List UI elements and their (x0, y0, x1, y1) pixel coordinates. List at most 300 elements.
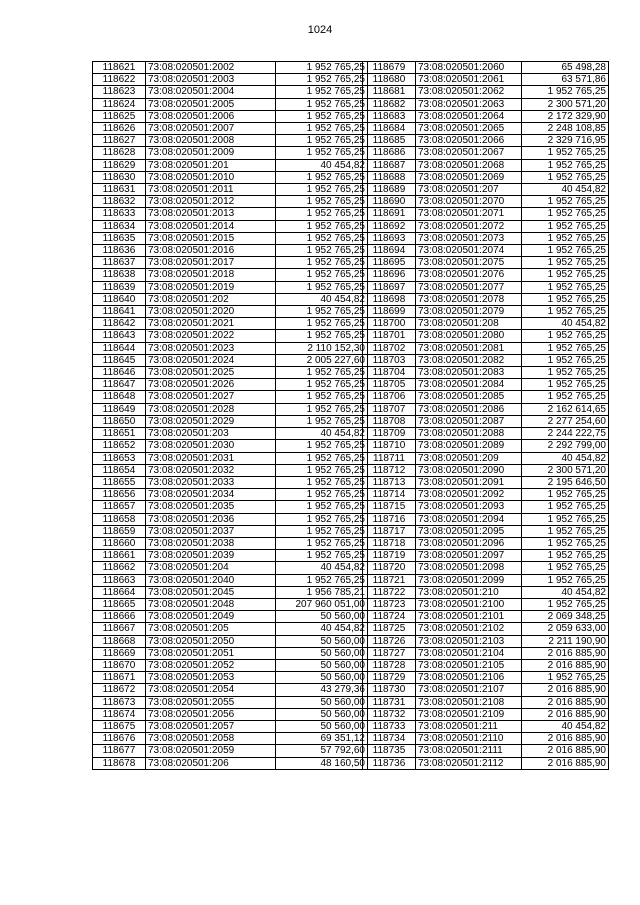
row-number: 118638 (93, 269, 146, 281)
table-row (93, 257, 368, 269)
table-row (93, 245, 368, 257)
cadastral-value: 1 952 765,25 (276, 415, 368, 427)
row-number: 118662 (93, 562, 146, 574)
table-row (363, 550, 609, 562)
table-row (93, 306, 368, 318)
row-number: 118639 (93, 281, 146, 293)
row-number: 118653 (93, 452, 146, 464)
row-number: 118726 (363, 635, 416, 647)
cadastral-value: 1 952 765,25 (276, 501, 368, 513)
row-number: 118722 (363, 586, 416, 598)
row-number: 118701 (363, 330, 416, 342)
table-row (363, 269, 609, 281)
row-number: 118665 (93, 598, 146, 610)
cadastral-number: 73:08:020501:2005 (146, 98, 276, 110)
cadastral-number: 73:08:020501:2052 (146, 659, 276, 671)
cadastral-number: 73:08:020501:2061 (416, 74, 522, 86)
row-number: 118699 (363, 306, 416, 318)
row-number: 118690 (363, 196, 416, 208)
cadastral-number: 73:08:020501:2090 (416, 464, 522, 476)
table-row (363, 171, 609, 183)
cadastral-number: 73:08:020501:2100 (416, 598, 522, 610)
table-row (93, 745, 368, 757)
cadastral-value: 1 952 765,25 (276, 147, 368, 159)
cadastral-value: 2 016 885,90 (522, 696, 609, 708)
cadastral-value: 50 560,00 (276, 708, 368, 720)
cadastral-value: 2 016 885,90 (522, 708, 609, 720)
table-row (363, 720, 609, 732)
table-row (363, 245, 609, 257)
table-row (93, 476, 368, 488)
row-number: 118623 (93, 86, 146, 98)
cadastral-number: 73:08:020501:2092 (416, 489, 522, 501)
table-row (93, 623, 368, 635)
row-number: 118731 (363, 696, 416, 708)
cadastral-value: 2 059 633,00 (522, 623, 609, 635)
cadastral-value: 63 571,86 (522, 74, 609, 86)
table-row (363, 220, 609, 232)
cadastral-number: 73:08:020501:2060 (416, 62, 522, 74)
table-row (93, 757, 368, 769)
table-row (93, 611, 368, 623)
cadastral-value: 1 952 765,25 (522, 672, 609, 684)
row-number: 118640 (93, 293, 146, 305)
table-row (363, 684, 609, 696)
table-row (363, 501, 609, 513)
row-number: 118668 (93, 635, 146, 647)
row-number: 118650 (93, 415, 146, 427)
table-row (93, 574, 368, 586)
table-row (363, 586, 609, 598)
cadastral-value: 2 016 885,90 (522, 757, 609, 769)
cadastral-value: 1 952 765,25 (522, 281, 609, 293)
cadastral-value: 1 952 765,25 (522, 379, 609, 391)
table-row (363, 232, 609, 244)
cadastral-number: 73:08:020501:2062 (416, 86, 522, 98)
cadastral-number: 73:08:020501:2054 (146, 684, 276, 696)
cadastral-value: 1 952 765,25 (522, 257, 609, 269)
table-row (93, 550, 368, 562)
row-number: 118696 (363, 269, 416, 281)
cadastral-number: 73:08:020501:2058 (146, 733, 276, 745)
cadastral-number: 73:08:020501:2110 (416, 733, 522, 745)
cadastral-number: 73:08:020501:2049 (146, 611, 276, 623)
table-row (363, 476, 609, 488)
cadastral-number: 73:08:020501:2010 (146, 171, 276, 183)
cadastral-value: 1 952 765,25 (522, 245, 609, 257)
table-row (93, 647, 368, 659)
cadastral-number: 73:08:020501:211 (416, 720, 522, 732)
cadastral-value: 1 952 765,25 (522, 598, 609, 610)
cadastral-number: 73:08:020501:2069 (416, 171, 522, 183)
cadastral-number: 73:08:020501:2104 (416, 647, 522, 659)
cadastral-number: 73:08:020501:2109 (416, 708, 522, 720)
cadastral-value: 1 952 765,25 (276, 391, 368, 403)
row-number: 118687 (363, 159, 416, 171)
cadastral-value: 1 952 765,25 (276, 257, 368, 269)
cadastral-value: 1 952 765,25 (276, 464, 368, 476)
row-number: 118735 (363, 745, 416, 757)
table-row (363, 403, 609, 415)
cadastral-value: 43 279,36 (276, 684, 368, 696)
cadastral-value: 65 498,28 (522, 62, 609, 74)
table-row (363, 537, 609, 549)
cadastral-number: 73:08:020501:2006 (146, 110, 276, 122)
row-number: 118641 (93, 306, 146, 318)
cadastral-number: 73:08:020501:2108 (416, 696, 522, 708)
cadastral-value: 40 454,82 (522, 586, 609, 598)
row-number: 118714 (363, 489, 416, 501)
row-number: 118719 (363, 550, 416, 562)
cadastral-value: 2 277 254,60 (522, 415, 609, 427)
cadastral-value: 1 952 765,25 (522, 269, 609, 281)
cadastral-value: 1 952 765,25 (522, 159, 609, 171)
cadastral-number: 73:08:020501:203 (146, 428, 276, 440)
cadastral-number: 73:08:020501:2007 (146, 123, 276, 135)
cadastral-value: 40 454,82 (276, 293, 368, 305)
cadastral-value: 1 952 765,25 (522, 525, 609, 537)
cadastral-value: 48 160,50 (276, 757, 368, 769)
table-row (363, 611, 609, 623)
cadastral-number: 73:08:020501:2077 (416, 281, 522, 293)
row-number: 118627 (93, 135, 146, 147)
cadastral-value: 50 560,00 (276, 659, 368, 671)
cadastral-number: 73:08:020501:208 (416, 318, 522, 330)
table-row (363, 196, 609, 208)
cadastral-number: 73:08:020501:2013 (146, 208, 276, 220)
row-number: 118625 (93, 110, 146, 122)
cadastral-value: 1 952 765,25 (276, 208, 368, 220)
table-row (93, 537, 368, 549)
row-number: 118622 (93, 74, 146, 86)
cadastral-value: 2 300 571,20 (522, 98, 609, 110)
row-number: 118621 (93, 62, 146, 74)
cadastral-number: 73:08:020501:205 (146, 623, 276, 635)
cadastral-value: 1 952 765,25 (522, 513, 609, 525)
row-number: 118624 (93, 98, 146, 110)
table-row (363, 110, 609, 122)
row-number: 118659 (93, 525, 146, 537)
row-number: 118724 (363, 611, 416, 623)
cadastral-number: 73:08:020501:2080 (416, 330, 522, 342)
table-row (93, 489, 368, 501)
cadastral-number: 73:08:020501:2017 (146, 257, 276, 269)
cadastral-number: 73:08:020501:2012 (146, 196, 276, 208)
cadastral-number: 73:08:020501:2074 (416, 245, 522, 257)
row-number: 118646 (93, 367, 146, 379)
row-number: 118636 (93, 245, 146, 257)
row-number: 118727 (363, 647, 416, 659)
cadastral-number: 73:08:020501:2036 (146, 513, 276, 525)
row-number: 118676 (93, 733, 146, 745)
cadastral-value: 1 952 765,25 (276, 86, 368, 98)
cadastral-number: 73:08:020501:2059 (146, 745, 276, 757)
row-number: 118634 (93, 220, 146, 232)
cadastral-number: 73:08:020501:2071 (416, 208, 522, 220)
cadastral-value: 40 454,82 (522, 452, 609, 464)
cadastral-number: 73:08:020501:2025 (146, 367, 276, 379)
row-number: 118651 (93, 428, 146, 440)
table-row (363, 184, 609, 196)
row-number: 118694 (363, 245, 416, 257)
cadastral-value: 1 956 785,21 (276, 586, 368, 598)
table-row (363, 318, 609, 330)
cadastral-number: 73:08:020501:2023 (146, 342, 276, 354)
cadastral-number: 73:08:020501:2028 (146, 403, 276, 415)
cadastral-value: 207 960 051,00 (276, 598, 368, 610)
cadastral-value: 1 952 765,25 (522, 147, 609, 159)
cadastral-number: 73:08:020501:2107 (416, 684, 522, 696)
cadastral-value: 1 952 765,25 (276, 135, 368, 147)
cadastral-number: 73:08:020501:2051 (146, 647, 276, 659)
cadastral-value: 40 454,82 (276, 562, 368, 574)
cadastral-value: 1 952 765,25 (276, 574, 368, 586)
cadastral-number: 73:08:020501:2018 (146, 269, 276, 281)
cadastral-value: 40 454,82 (276, 428, 368, 440)
cadastral-value: 1 952 765,25 (276, 476, 368, 488)
cadastral-value: 2 110 152,30 (276, 342, 368, 354)
cadastral-number: 73:08:020501:2066 (416, 135, 522, 147)
cadastral-value: 2 329 716,95 (522, 135, 609, 147)
cadastral-value: 1 952 765,25 (522, 171, 609, 183)
row-number: 118657 (93, 501, 146, 513)
table-row (363, 86, 609, 98)
cadastral-number: 73:08:020501:2086 (416, 403, 522, 415)
row-number: 118683 (363, 110, 416, 122)
row-number: 118682 (363, 98, 416, 110)
row-number: 118695 (363, 257, 416, 269)
table-row (363, 391, 609, 403)
cadastral-number: 73:08:020501:2030 (146, 440, 276, 452)
row-number: 118649 (93, 403, 146, 415)
row-number: 118688 (363, 171, 416, 183)
row-number: 118672 (93, 684, 146, 696)
row-number: 118629 (93, 159, 146, 171)
cadastral-value: 2 016 885,90 (522, 647, 609, 659)
cadastral-number: 73:08:020501:2014 (146, 220, 276, 232)
table-row (93, 171, 368, 183)
cadastral-number: 73:08:020501:2111 (416, 745, 522, 757)
cadastral-value: 1 952 765,25 (276, 330, 368, 342)
cadastral-number: 73:08:020501:210 (416, 586, 522, 598)
cadastral-value: 50 560,00 (276, 720, 368, 732)
row-number: 118673 (93, 696, 146, 708)
cadastral-number: 73:08:020501:2050 (146, 635, 276, 647)
table-row (363, 647, 609, 659)
cadastral-number: 73:08:020501:202 (146, 293, 276, 305)
table-row (93, 525, 368, 537)
table-row (363, 745, 609, 757)
cadastral-value: 2 211 190,90 (522, 635, 609, 647)
row-number: 118645 (93, 354, 146, 366)
row-number: 118661 (93, 550, 146, 562)
cadastral-value: 1 952 765,25 (276, 367, 368, 379)
cadastral-number: 73:08:020501:2087 (416, 415, 522, 427)
table-row (93, 391, 368, 403)
row-number: 118684 (363, 123, 416, 135)
row-number: 118721 (363, 574, 416, 586)
row-number: 118648 (93, 391, 146, 403)
table-row (93, 318, 368, 330)
row-number: 118706 (363, 391, 416, 403)
table-row (93, 354, 368, 366)
cadastral-value: 50 560,00 (276, 672, 368, 684)
cadastral-value: 40 454,82 (522, 720, 609, 732)
row-number: 118669 (93, 647, 146, 659)
table-row (93, 110, 368, 122)
table-row (93, 98, 368, 110)
table-row (93, 135, 368, 147)
cadastral-value: 1 952 765,25 (276, 171, 368, 183)
cadastral-value: 1 952 765,25 (276, 196, 368, 208)
row-number: 118691 (363, 208, 416, 220)
table-row (93, 501, 368, 513)
table-row (363, 635, 609, 647)
cadastral-number: 73:08:020501:2009 (146, 147, 276, 159)
cadastral-number: 73:08:020501:2015 (146, 232, 276, 244)
row-number: 118693 (363, 232, 416, 244)
cadastral-value: 2 016 885,90 (522, 684, 609, 696)
cadastral-value: 1 952 765,25 (522, 574, 609, 586)
cadastral-value: 40 454,82 (522, 318, 609, 330)
row-number: 118689 (363, 184, 416, 196)
cadastral-number: 73:08:020501:2045 (146, 586, 276, 598)
table-row (93, 74, 368, 86)
cadastral-value: 50 560,00 (276, 635, 368, 647)
row-number: 118652 (93, 440, 146, 452)
cadastral-value: 1 952 765,25 (276, 550, 368, 562)
row-number: 118630 (93, 171, 146, 183)
table-row (93, 415, 368, 427)
table-row (93, 184, 368, 196)
row-number: 118667 (93, 623, 146, 635)
table-row (363, 464, 609, 476)
cadastral-number: 73:08:020501:2021 (146, 318, 276, 330)
row-number: 118730 (363, 684, 416, 696)
table-row (93, 379, 368, 391)
cadastral-value: 1 952 765,25 (276, 318, 368, 330)
table-row (93, 659, 368, 671)
cadastral-number: 73:08:020501:2093 (416, 501, 522, 513)
table-row (93, 208, 368, 220)
cadastral-value: 2 172 329,90 (522, 110, 609, 122)
row-number: 118628 (93, 147, 146, 159)
cadastral-value: 2 292 799,00 (522, 440, 609, 452)
cadastral-value: 50 560,00 (276, 696, 368, 708)
cadastral-number: 73:08:020501:2082 (416, 354, 522, 366)
table-row (363, 513, 609, 525)
table-row (363, 330, 609, 342)
cadastral-number: 73:08:020501:2022 (146, 330, 276, 342)
cadastral-number: 73:08:020501:2020 (146, 306, 276, 318)
cadastral-number: 73:08:020501:2084 (416, 379, 522, 391)
row-number: 118642 (93, 318, 146, 330)
table-row (93, 269, 368, 281)
table-row (363, 257, 609, 269)
cadastral-number: 73:08:020501:2040 (146, 574, 276, 586)
cadastral-number: 73:08:020501:2016 (146, 245, 276, 257)
table-row (93, 598, 368, 610)
row-number: 118635 (93, 232, 146, 244)
cadastral-number: 73:08:020501:2083 (416, 367, 522, 379)
row-number: 118723 (363, 598, 416, 610)
row-number: 118655 (93, 476, 146, 488)
cadastral-value: 1 952 765,25 (276, 440, 368, 452)
cadastral-number: 73:08:020501:2101 (416, 611, 522, 623)
cadastral-number: 73:08:020501:2094 (416, 513, 522, 525)
row-number: 118725 (363, 623, 416, 635)
registry-table-right (362, 61, 609, 770)
cadastral-value: 1 952 765,25 (522, 550, 609, 562)
row-number: 118663 (93, 574, 146, 586)
cadastral-value: 2 016 885,90 (522, 733, 609, 745)
table-row (363, 440, 609, 452)
cadastral-number: 73:08:020501:2081 (416, 342, 522, 354)
row-number: 118637 (93, 257, 146, 269)
row-number: 118713 (363, 476, 416, 488)
cadastral-value: 1 952 765,25 (522, 367, 609, 379)
cadastral-value: 1 952 765,25 (276, 62, 368, 74)
cadastral-value: 1 952 765,25 (522, 489, 609, 501)
cadastral-number: 73:08:020501:2076 (416, 269, 522, 281)
table-row (363, 708, 609, 720)
cadastral-number: 73:08:020501:2096 (416, 537, 522, 549)
table-row (93, 232, 368, 244)
table-row (93, 342, 368, 354)
table-row (93, 281, 368, 293)
table-row (363, 379, 609, 391)
cadastral-value: 1 952 765,25 (276, 537, 368, 549)
table-row (93, 452, 368, 464)
table-row (363, 342, 609, 354)
row-number: 118707 (363, 403, 416, 415)
page-number: 1024 (307, 24, 333, 36)
row-number: 118671 (93, 672, 146, 684)
cadastral-number: 73:08:020501:2098 (416, 562, 522, 574)
row-number: 118686 (363, 147, 416, 159)
table-row (363, 135, 609, 147)
table-row (363, 293, 609, 305)
cadastral-value: 2 300 571,20 (522, 464, 609, 476)
row-number: 118643 (93, 330, 146, 342)
cadastral-number: 73:08:020501:2112 (416, 757, 522, 769)
row-number: 118666 (93, 611, 146, 623)
cadastral-number: 73:08:020501:2053 (146, 672, 276, 684)
row-number: 118675 (93, 720, 146, 732)
table-row (363, 757, 609, 769)
row-number: 118632 (93, 196, 146, 208)
row-number: 118702 (363, 342, 416, 354)
cadastral-value: 40 454,82 (522, 184, 609, 196)
cadastral-value: 2 248 108,85 (522, 123, 609, 135)
cadastral-number: 73:08:020501:2002 (146, 62, 276, 74)
cadastral-value: 1 952 765,25 (522, 208, 609, 220)
table-row (363, 354, 609, 366)
cadastral-number: 73:08:020501:2085 (416, 391, 522, 403)
cadastral-number: 73:08:020501:2102 (416, 623, 522, 635)
cadastral-number: 73:08:020501:2008 (146, 135, 276, 147)
table-row (363, 659, 609, 671)
cadastral-number: 73:08:020501:2072 (416, 220, 522, 232)
table-row (93, 696, 368, 708)
row-number: 118736 (363, 757, 416, 769)
cadastral-value: 1 952 765,25 (522, 232, 609, 244)
cadastral-value: 2 069 348,25 (522, 611, 609, 623)
table-row (93, 330, 368, 342)
cadastral-number: 73:08:020501:2088 (416, 428, 522, 440)
table-row (363, 123, 609, 135)
table-row (363, 306, 609, 318)
